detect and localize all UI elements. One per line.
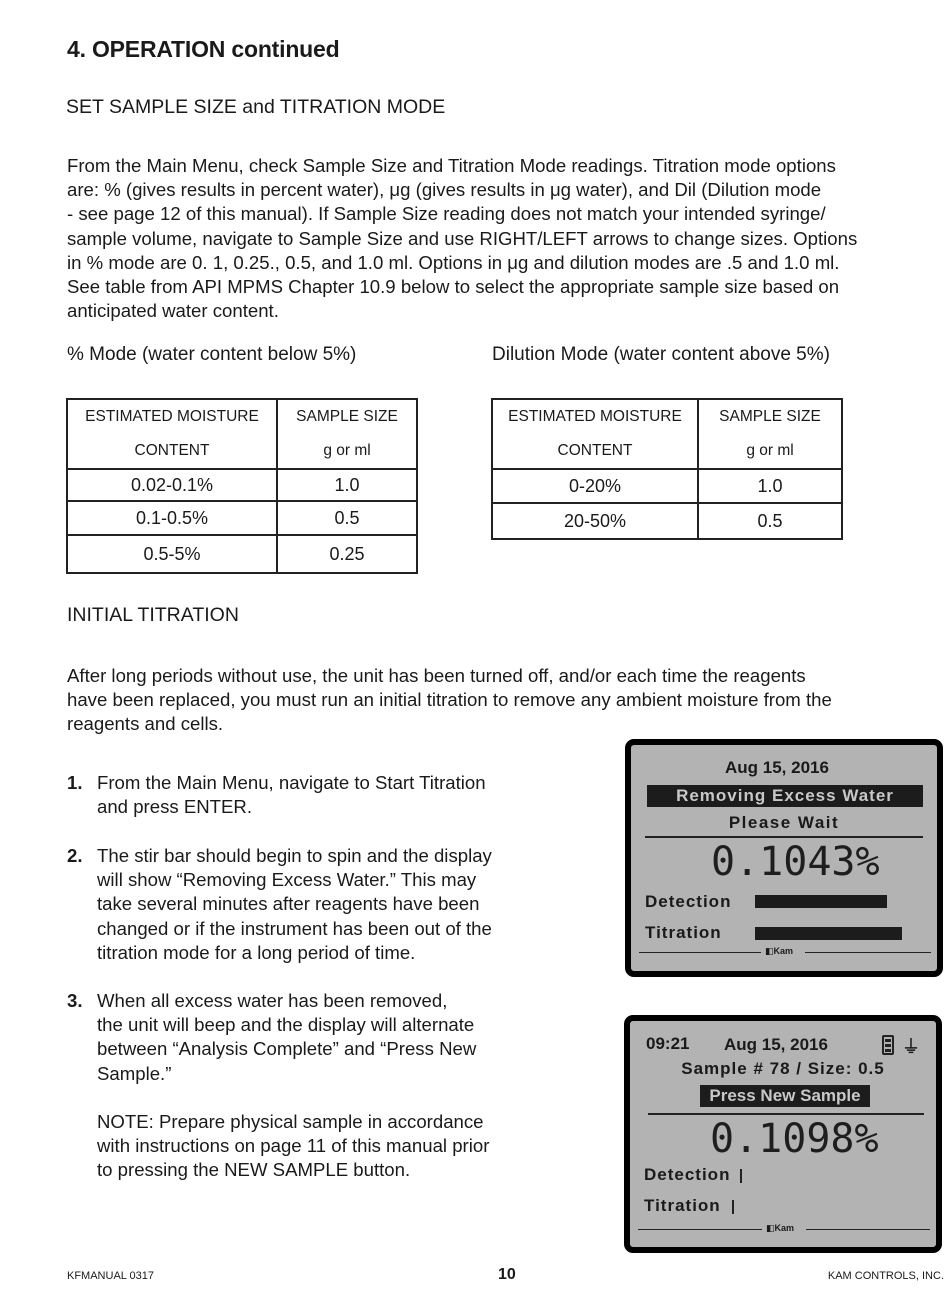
kam-logo: ◧Kam [765, 946, 794, 956]
step-number: 1. [67, 772, 83, 793]
step-line: changed or if the instrument has been out of the [97, 917, 492, 939]
percent-table-title: % Mode (water content below 5%) [67, 344, 357, 365]
moisture-cell: 0.5-5% [67, 535, 277, 573]
display-time: 09:21 [646, 1034, 690, 1053]
display-reading: 0.1098% [710, 1116, 879, 1162]
intro-line: - see page 12 of this manual). If Sample Size reading does not match your intended syringe/ [67, 203, 826, 225]
detection-label: Detection [645, 892, 732, 911]
step-number: 2. [67, 845, 83, 866]
step-line: between “Analysis Complete” and “Press New [97, 1038, 477, 1060]
intro-paragraph [67, 154, 917, 323]
lcd-display-removing-water [625, 739, 943, 977]
display-sample-line: Sample # 78 / Size: 0.5 [681, 1059, 885, 1078]
step-line: take several minutes after reagents have been [97, 893, 480, 915]
display-date: Aug 15, 2016 [725, 758, 829, 777]
logo-line-right [805, 952, 931, 953]
header-sample-size: SAMPLE SIZE g or ml [698, 399, 842, 469]
table-row [67, 501, 417, 535]
moisture-cell: 0-20% [492, 469, 698, 503]
page-number: 10 [498, 1266, 516, 1283]
lcd-display-press-new-sample [624, 1015, 942, 1253]
dilution-table-title: Dilution Mode (water content above 5%) [492, 344, 830, 365]
logo-line-left [638, 1229, 762, 1230]
size-cell: 0.5 [277, 501, 417, 535]
titration-label: Titration [645, 923, 722, 942]
display-banner: Press New Sample [700, 1085, 870, 1107]
page-heading: 4. OPERATION continued [67, 36, 340, 62]
section-title-sample-size: SET SAMPLE SIZE and TITRATION MODE [66, 96, 446, 118]
step-line: From the Main Menu, navigate to Start Titration [97, 772, 486, 793]
intro-line: sample volume, navigate to Sample Size and use RIGHT/LEFT arrows to change sizes. Options [67, 227, 858, 249]
size-cell: 1.0 [698, 469, 842, 503]
header-sample-size: SAMPLE SIZE g or ml [277, 399, 417, 469]
titration-bar [755, 927, 902, 940]
display-divider [648, 1113, 924, 1115]
note-line: with instructions on page 11 of this manual prior [97, 1135, 490, 1157]
step-line: will show “Removing Excess Water.” This may [97, 869, 477, 891]
step-line: When all excess water has been removed, [97, 990, 448, 1011]
header-moisture: ESTIMATED MOISTURE CONTENT [492, 399, 698, 469]
intro-line: are: % (gives results in percent water), μg (gives results in μg water), and Dil (Dilution mode [67, 179, 822, 201]
display-divider [645, 836, 923, 838]
step-line: the unit will beep and the display will alternate [97, 1014, 475, 1036]
step-line: and press ENTER. [97, 796, 253, 818]
display-status: Please Wait [728, 813, 840, 832]
step-number: 3. [67, 990, 83, 1011]
intro-line: See table from API MPMS Chapter 10.9 below to select the appropriate sample size based on [67, 276, 840, 298]
table-row [492, 503, 842, 539]
note-line: NOTE: Prepare physical sample in accordance [97, 1111, 484, 1132]
table-row [67, 535, 417, 573]
intro-line: anticipated water content. [67, 300, 279, 322]
step-line: Sample.” [97, 1062, 172, 1084]
kam-logo: ◧Kam [766, 1223, 795, 1233]
para-line: reagents and cells. [67, 713, 224, 735]
para-line: have been replaced, you must run an initial titration to remove any ambient moisture from the [67, 689, 832, 711]
display-date: Aug 15, 2016 [724, 1035, 828, 1054]
logo-line-left [639, 952, 761, 953]
display-reading: 0.1043% [711, 839, 880, 885]
kam-logo-icon: ◧ [765, 946, 774, 956]
kam-logo-icon: ◧ [766, 1223, 775, 1233]
moisture-cell: 0.02-0.1% [67, 469, 277, 501]
intro-line: From the Main Menu, check Sample Size and Titration Mode readings. Titration mode options [67, 155, 836, 176]
header-moisture: ESTIMATED MOISTURE CONTENT [67, 399, 277, 469]
plug-icon: ⏚ [902, 1037, 920, 1057]
footer-doc-id: KFMANUAL 0317 [67, 1270, 155, 1282]
section-title-initial-titration: INITIAL TITRATION [67, 604, 239, 626]
step-3 [67, 989, 537, 1086]
table-row [67, 469, 417, 501]
note-line: to pressing the NEW SAMPLE button. [97, 1159, 411, 1181]
para-line: After long periods without use, the unit has been turned off, and/or each time the reagents [67, 665, 806, 686]
detection-bar [755, 895, 887, 908]
size-cell: 1.0 [277, 469, 417, 501]
intro-line: in % mode are 0. 1, 0.25., 0.5, and 1.0 ml. Options in μg and dilution modes are .5 and 1.0 ml. [67, 251, 840, 273]
detection-label: Detection [644, 1165, 731, 1184]
display-banner: Removing Excess Water [647, 785, 923, 807]
footer-company: KAM CONTROLS, INC. [827, 1270, 944, 1282]
percent-mode-table [66, 398, 418, 574]
dilution-mode-table [491, 398, 843, 540]
titration-bar [732, 1200, 734, 1214]
initial-titration-paragraph [67, 664, 917, 737]
step-line: The stir bar should begin to spin and the display [97, 845, 492, 866]
battery-icon [882, 1035, 894, 1055]
moisture-cell: 0.1-0.5% [67, 501, 277, 535]
detection-bar [740, 1169, 742, 1183]
logo-line-right [806, 1229, 930, 1230]
moisture-cell: 20-50% [492, 503, 698, 539]
titration-label: Titration [644, 1196, 721, 1215]
size-cell: 0.25 [277, 535, 417, 573]
step-2 [67, 844, 537, 965]
note [67, 1110, 537, 1183]
table-row [492, 469, 842, 503]
step-1 [67, 771, 537, 819]
size-cell: 0.5 [698, 503, 842, 539]
step-line: titration mode for a long period of time. [97, 941, 416, 963]
